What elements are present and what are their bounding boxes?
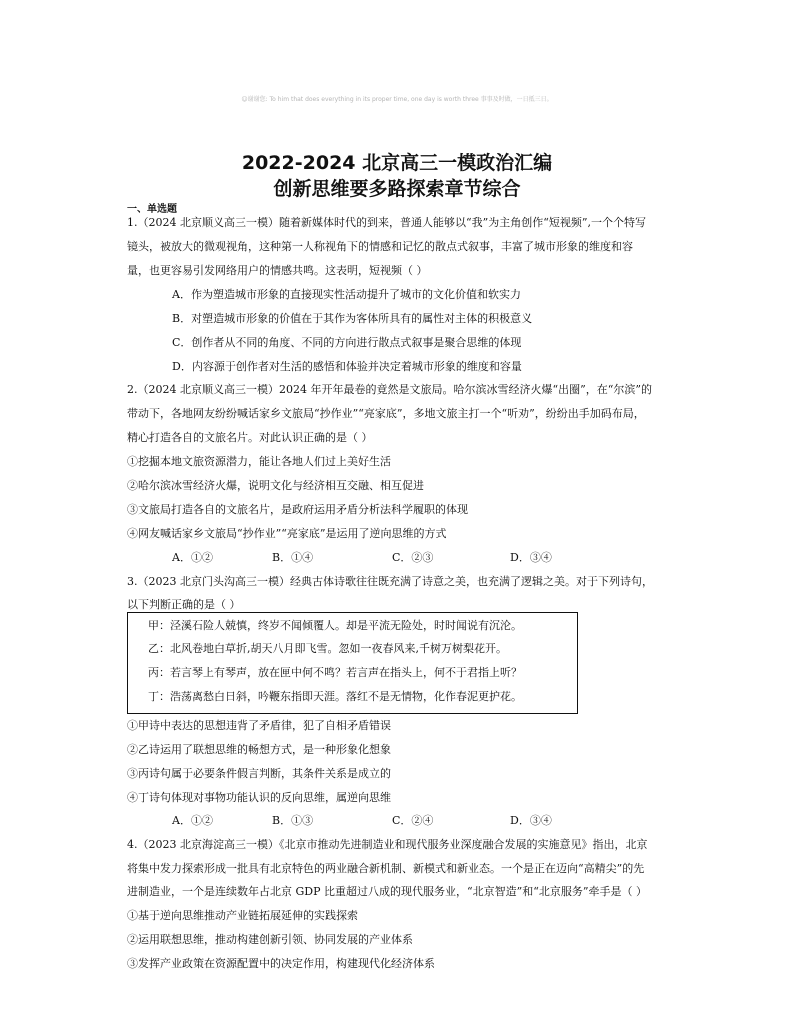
q2-choices: [172, 551, 642, 565]
q3-choices: [172, 814, 642, 828]
q4-stem-line: 进制造业，一个是连续数年占北京 GDP 比重超过八成的现代服务业，“北京智造”和“北京服务”牵手是（ ）: [127, 885, 647, 898]
q3-statement-1: ①甲诗中表达的思想违背了矛盾律，犯了自相矛盾错误: [127, 719, 391, 732]
q4-stem-line: 4.（2023 北京海淀高三一模）《北京市推动先进制造业和现代服务业深度融合发展的实施意见》指出，北京: [127, 838, 648, 851]
q3-statement-3: ③丙诗句属于必要条件假言判断，其条件关系是成立的: [127, 767, 391, 780]
poem-ding: 丁：浩荡离愁白日斜，吟鞭东指即天涯。落红不是无情物，化作春泥更护花。: [148, 690, 522, 703]
q4-statement-3: ③发挥产业政策在资源配置中的决定作用，构建现代化经济体系: [127, 957, 435, 970]
q1-option-d: D．内容源于创作者对生活的感悟和体验并决定着城市形象的维度和容量: [172, 360, 522, 373]
q1-stem-line: 1.（2024 北京顺义高三一模）随着新媒体时代的到来，普通人能够以“我”为主角创作“短视频”,一个个特写: [127, 216, 646, 229]
poem-box: [127, 612, 578, 714]
q4-stem-line: 将集中发力探索形成一批具有北京特色的两业融合新机制、新模式和新业态。一个是正在迈向“高精尖”的先: [127, 862, 645, 875]
page-title: 2022-2024 北京高三一模政治汇编: [241, 152, 553, 174]
q2-choice-d: D．③④: [510, 551, 552, 564]
poem-yi: 乙：北风卷地白草折,胡天八月即飞雪。忽如一夜春风来,千树万树梨花开。: [148, 642, 507, 655]
q2-choice-b: B．①④: [272, 551, 314, 564]
page-subtitle: 创新思维要多路探索章节综合: [273, 178, 521, 200]
q3-choice-a: A．①②: [172, 814, 213, 827]
section-heading: 一、单选题: [127, 204, 177, 215]
q2-stem-line: 2.（2024 北京顺义高三一模）2024 年开年最卷的竟然是文旅局。哈尔滨冰雪经济火爆“出圈”，在“尔滨”的: [127, 383, 652, 396]
q3-choice-b: B．①③: [272, 814, 314, 827]
q1-option-a: A．作为塑造城市形象的直接现实性活动提升了城市的文化价值和软实力: [172, 288, 521, 301]
q2-statement-3: ③文旅局打造各自的文旅名片，是政府运用矛盾分析法科学履职的体现: [127, 503, 468, 516]
q1-stem-line: 镜头，被放大的微观视角，这种第一人称视角下的情感和记忆的散点式叙事，丰富了城市形象的维度和容: [127, 240, 633, 253]
q4-statement-2: ②运用联想思维，推动构建创新引领、协同发展的产业体系: [127, 933, 413, 946]
q2-stem-line: 带动下，各地网友纷纷喊话家乡文旅局“抄作业”“亮家底”，多地文旅主打一个“听劝”，纷纷出手加码布局，: [127, 407, 645, 420]
q4-statement-1: ①基于逆向思维推动产业链拓展延伸的实践探索: [127, 909, 358, 922]
q3-choice-c: C．②④: [392, 814, 434, 827]
poem-bing: 丙：若言琴上有琴声，放在匣中何不鸣？若言声在指头上，何不于君指上听？: [148, 666, 522, 679]
q2-statement-2: ②哈尔滨冰雪经济火爆，说明文化与经济相互交融、相互促进: [127, 479, 424, 492]
q2-statement-4: ④网友喊话家乡文旅局“抄作业”“亮家底”是运用了逆向思维的方式: [127, 527, 447, 540]
q1-option-b: B．对塑造城市形象的价值在于其作为客体所具有的属性对主体的积极意义: [172, 312, 533, 325]
q2-statement-1: ①挖掘本地文旅资源潜力，能让各地人们过上美好生活: [127, 455, 391, 468]
q3-stem-line: 以下判断正确的是（ ）: [127, 598, 241, 611]
q2-stem-line: 精心打造各自的文旅名片。对此认识正确的是（ ）: [127, 431, 373, 444]
q1-option-c: C．创作者从不同的角度、不同的方向进行散点式叙事是聚合思维的体现: [172, 336, 522, 349]
q3-statement-4: ④丁诗句体现对事物功能认识的反向思维，属逆向思维: [127, 791, 391, 804]
q3-statement-2: ②乙诗运用了联想思维的畅想方式，是一种形象化想象: [127, 743, 391, 756]
q1-stem-line: 量，也更容易引发网络用户的情感共鸣。这表明，短视频（ ）: [127, 264, 428, 277]
q2-choice-a: A．①②: [172, 551, 213, 564]
watermark-text: ☺谢谢您: To him that does everything in its proper time, one day is worth three 事事及时做，一日抵三日。: [241, 96, 553, 103]
q2-choice-c: C．②③: [392, 551, 434, 564]
q3-stem-line: 3.（2023 北京门头沟高三一模）经典古体诗歌往往既充满了诗意之美，也充满了逻辑之美。对于下列诗句，: [127, 575, 653, 588]
poem-jia: 甲：泾溪石险人兢慎，终岁不闻倾覆人。却是平流无险处，时时闻说有沉沦。: [148, 619, 522, 632]
q3-choice-d: D．③④: [510, 814, 552, 827]
